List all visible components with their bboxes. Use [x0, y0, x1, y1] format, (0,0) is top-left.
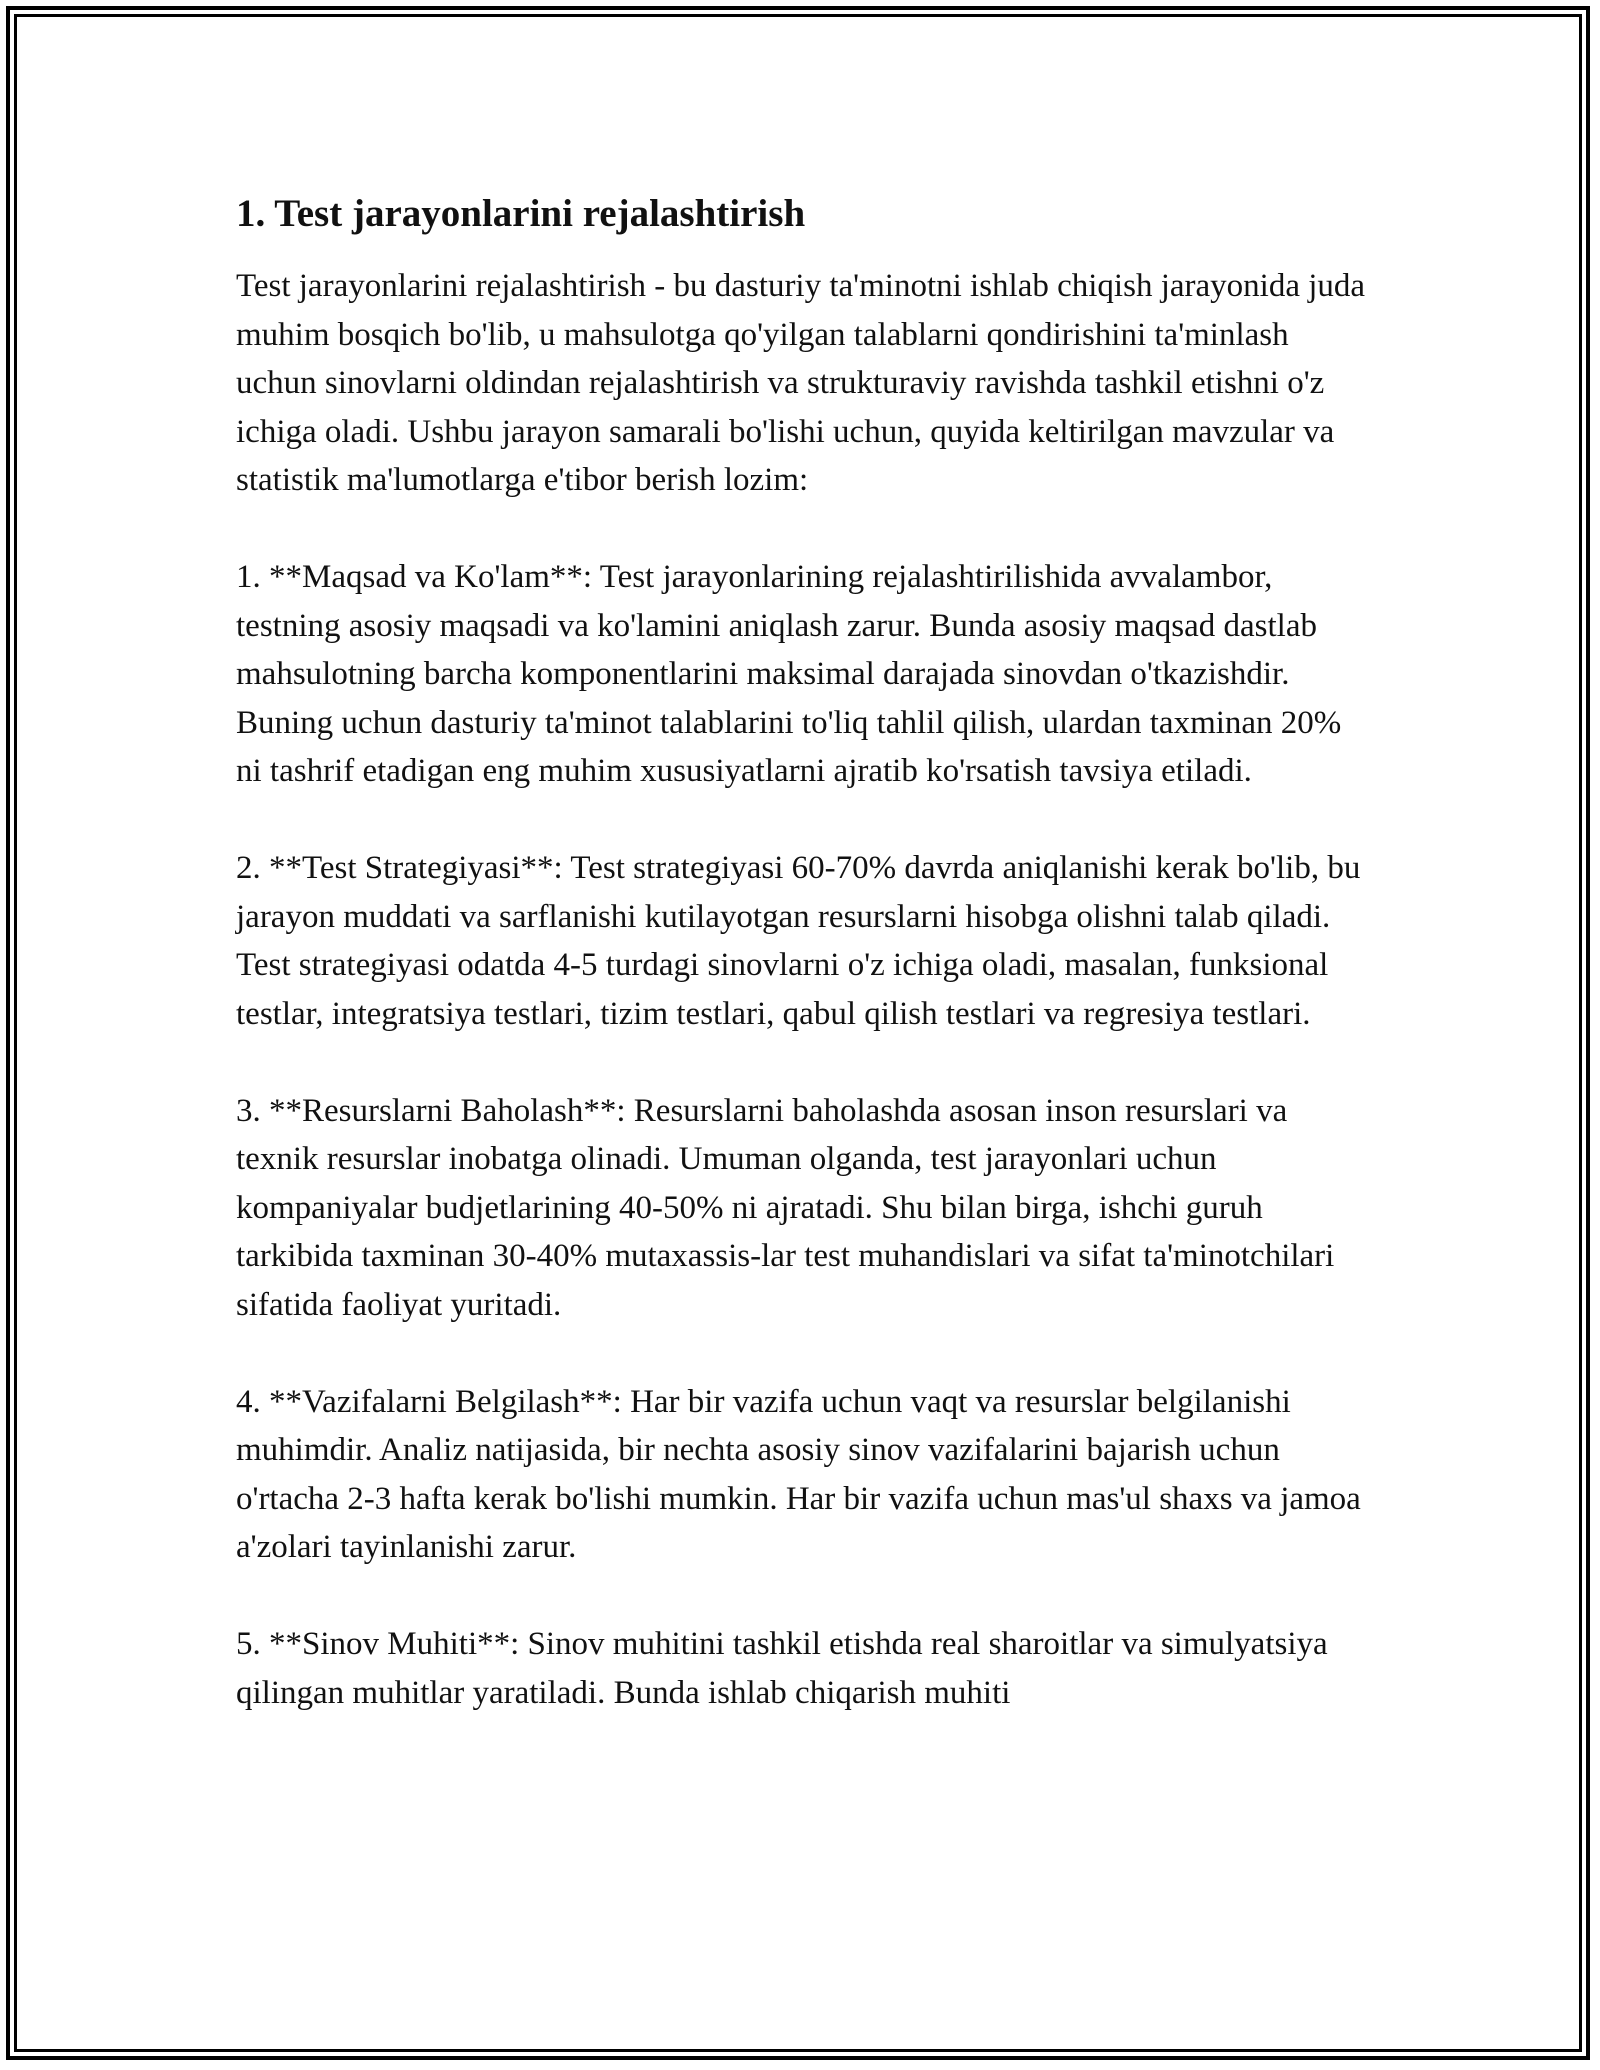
list-item-strategiya: 2. **Test Strategiyasi**: Test strategiyasi 60-70% davrda aniqlanishi kerak bo'lib, bu jarayon muddati va sarflanishi kutilayotgan resurslarni hisobga olishni talab qiladi. Test strategiyasi odatda 4-5 turdagi sinovlarni o'z ichiga oladi, masalan, funksional testlar, integratsiya testlari, tizim testlari, qabul qilish testlari va regresiya testlari.	[236, 850, 1361, 1032]
intro-paragraph: Test jarayonlarini rejalashtirish - bu dasturiy ta'minotni ishlab chiqish jarayonida juda muhim bosqich bo'lib, u mahsulotga qo'yilgan talablarni qondirishini ta'minlash uchun sinovlarni oldindan rejalashtirish va strukturaviy ravishda tashkil etishni o'z ichiga oladi. Ushbu jarayon samarali bo'lishi uchun, quyida keltirilgan mavzular va statistik ma'lumotlarga e'tibor berish lozim:	[236, 268, 1366, 498]
list-item-maqsad: 1. **Maqsad va Ko'lam**: Test jarayonlarining rejalashtirilishida avvalambor, testning asosiy maqsadi va ko'lamini aniqlash zarur. Bunda asosiy maqsad dastlab mahsulotning barcha komponentlarini maksimal darajada sinovdan o'tkazishdir. Buning uchun dasturiy ta'minot talablarini to'liq tahlil qilish, ulardan taxminan 20% ni tashrif etadigan eng muhim xususiyatlarni ajratib ko'rsatish tavsiya etiladi.	[236, 559, 1342, 789]
document-body	[236, 188, 1366, 1717]
list-item-resurslar: 3. **Resurslarni Baholash**: Resurslarni baholashda asosan inson resurslari va texnik resurslar inobatga olinadi. Umuman olganda, test jarayonlari uchun kompaniyalar budjetlarining 40-50% ni ajratadi. Shu bilan birga, ishchi guruh tarkibida taxminan 30-40% mutaxassis-lar test muhandislari va sifat ta'minotchilari sifatida faoliyat yuritadi.	[236, 1092, 1335, 1323]
list-item-vazifalar: 4. **Vazifalarni Belgilash**: Har bir vazifa uchun vaqt va resurslar belgilanishi muhimdir. Analiz natijasida, bir nechta asosiy sinov vazifalarini bajarish uchun o'rtacha 2-3 hafta kerak bo'lishi mumkin. Har bir vazifa uchun mas'ul shaxs va jamoa a'zolari tayinlanishi zarur.	[236, 1383, 1361, 1565]
list-item-sinov-muhiti: 5. **Sinov Muhiti**: Sinov muhitini tashkil etishda real sharoitlar va simulyatsiya qilingan muhitlar yaratiladi. Bunda ishlab chiqarish muhiti	[236, 1626, 1328, 1711]
section-heading: 1. Test jarayonlarini rejalashtirish	[236, 192, 806, 235]
